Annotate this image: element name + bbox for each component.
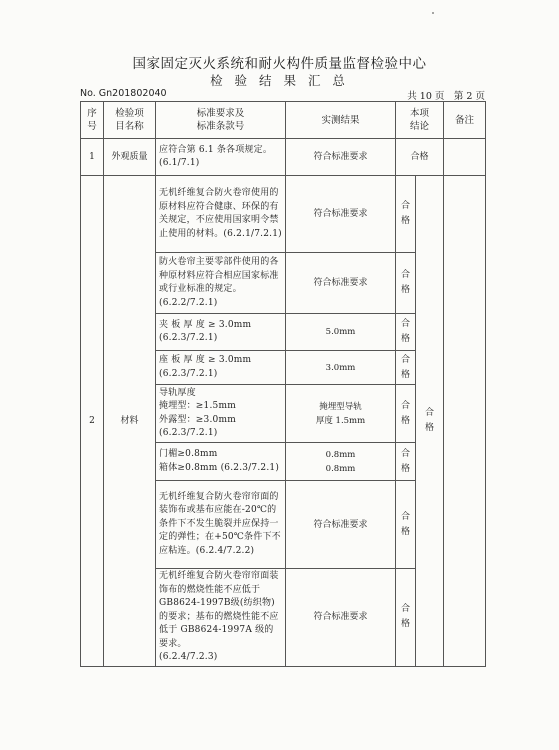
sub-result: 符合标准要求 (286, 253, 396, 314)
sub-std: 无机纤维复合防火卷帘帘面的装饰布或基布应能在-20℃的条件下不发生脆裂并应保持一定的弹性；在+50℃条件下不应粘连。(6.2.4/7.2.2) (156, 481, 286, 569)
sub-std: 导轨厚度 掩埋型：≥1.5mm 外露型：≥3.0mm (6.2.3/7.2.1) (156, 385, 286, 443)
sub-conclusion: 合格 (396, 443, 416, 481)
sub-result: 5.0mm (286, 314, 396, 351)
row-item: 材料 (104, 176, 156, 667)
sub-std: 无机纤维复合防火卷帘帘面装饰布的燃烧性能不应低于GB8624-1997B级(纺织物)的要求；基布的燃烧性能不应低于 GB8624-1997A 级的要求。 (6.2.4/7.2.3) (156, 569, 286, 667)
sub-conclusion: 合格 (396, 176, 416, 253)
sub-result: 0.8mm 0.8mm (286, 443, 396, 481)
sub-result: 3.0mm (286, 351, 396, 385)
results-table (80, 101, 486, 667)
sub-conclusion: 合格 (396, 385, 416, 443)
sub-result: 符合标准要求 (286, 569, 396, 667)
sub-conclusion: 合格 (396, 569, 416, 667)
row-result: 符合标准要求 (286, 139, 396, 176)
header-result: 实测结果 (286, 102, 396, 139)
document-title: 国家固定灭火系统和耐火构件质量监督检验中心 (132, 56, 427, 72)
row-seq: 1 (81, 139, 104, 176)
sub-std: 座 板 厚 度 ≥ 3.0mm (6.2.3/7.2.1) (156, 351, 286, 385)
page-indicator: 共 10 页 第 2 页 (407, 91, 485, 102)
scan-speck (432, 12, 434, 14)
sub-result: 掩埋型导轨 厚度 1.5mm (286, 385, 396, 443)
row-remark (444, 176, 486, 667)
row-seq: 2 (81, 176, 104, 667)
header-remark: 备注 (444, 102, 486, 139)
sub-conclusion: 合格 (396, 253, 416, 314)
table-row (81, 139, 486, 176)
sub-conclusion: 合格 (396, 351, 416, 385)
row-remark (444, 139, 486, 176)
document-subtitle: 检 验 结 果 汇 总 (210, 73, 349, 88)
sub-result: 符合标准要求 (286, 481, 396, 569)
sub-result: 符合标准要求 (286, 176, 396, 253)
row-conclusion: 合格 (396, 139, 444, 176)
sub-std: 无机纤维复合防火卷帘使用的原材料应符合健康、环保的有关规定，不应使用国家明令禁止使用的材料。(6.2.1/7.2.1) (156, 176, 286, 253)
header-std: 标准要求及 标准条款号 (156, 102, 286, 139)
sub-std: 防火卷帘主要零部件使用的各种原材料应符合相应国家标准或行业标准的规定。 (6.2.2/7.2.1) (156, 253, 286, 314)
sub-conclusion: 合格 (396, 314, 416, 351)
table-header-row (81, 102, 486, 139)
row-std: 应符合第 6.1 条各项规定。 (6.1/7.1) (156, 139, 286, 176)
report-number: No. Gn201802040 (80, 88, 167, 99)
header-item: 检验项 目名称 (104, 102, 156, 139)
sub-std: 门楣≥0.8mm 箱体≥0.8mm (6.2.3/7.2.1) (156, 443, 286, 481)
table-row (81, 176, 486, 253)
sub-conclusion: 合格 (396, 481, 416, 569)
group-conclusion: 合格 (416, 176, 444, 667)
header-seq: 序 号 (81, 102, 104, 139)
sub-std: 夹 板 厚 度 ≥ 3.0mm (6.2.3/7.2.1) (156, 314, 286, 351)
row-item: 外观质量 (104, 139, 156, 176)
header-item-conclusion: 本项 结论 (396, 102, 444, 139)
